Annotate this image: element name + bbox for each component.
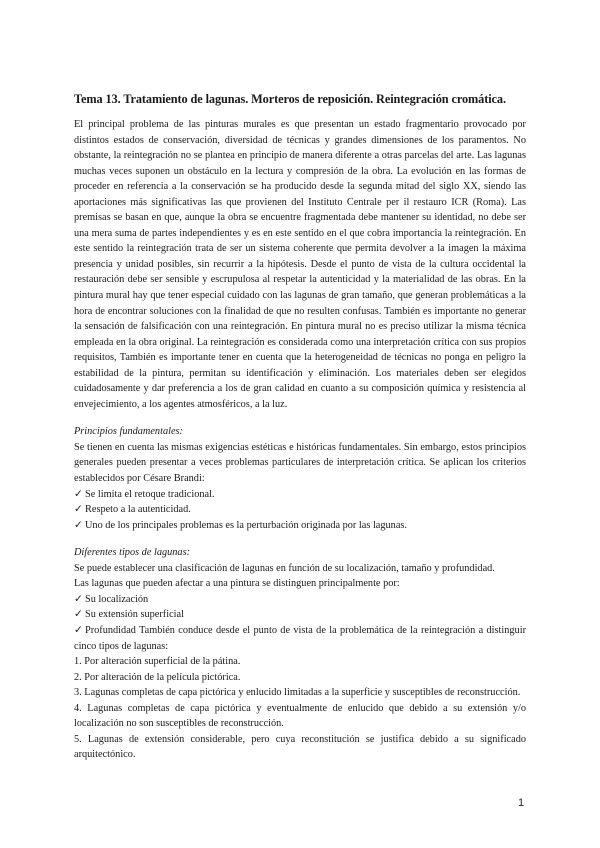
intro-paragraph: El principal problema de las pinturas murales es que presentan un estado fragmentario provocado por distintos estados de conservación, diversidad de técnicas y grandes dimensiones de los paramentos. No obstante, la reintegración no se plantea en principio de manera diferente a otras parcelas del arte. Las lagunas muchas veces suponen un obstáculo en la lectura y compresión de la obra. La evolución en las formas de proceder en referencia a la conservación se ha producido desde la segunda mitad del siglo XX, siendo las aportaciones más significativas las que provienen del Instituto Centrale per il restauro ICR (Roma). Las premisas se basan en que, aunque la obra se encuentre fragmentada debe mantener su identidad, no debe ser una mera suma de partes independientes y es en este sentido en el que cobra importancia la reintegración. En este sentido la reintegración trata de ser un sistema coherente que permita devolver a la imagen la máxima presencia y unidad posibles, sin recurrir a la hipótesis. Desde el punto de vista de la cultura occidental la restauración debe ser sensible y escrupulosa al respetar la autenticidad y la materialidad de las obras. En la pintura mural hay que tener especial cuidado con las lagunas de gran tamaño, que generan problemáticas a la hora de encontrar soluciones con la finalidad de que no resulten confusas. También es importante no generar la sensación de falsificación con una reintegración. En pintura mural no es preciso utilizar la misma técnica empleada en la obra original. La reintegración es considerada como una interpretación crítica con sus propios requisitos, También es importante tener en cuenta que la heterogeneidad de técnicas no ponga en peligro la estabilidad de la pintura, permitan su identificación y eliminación. Los materiales deben ser elegidos cuidadosamente y dar preferencia a los de gran calidad en cuanto a su composición química y resistencia al envejecimiento, a los agentes atmosféricos, a la luz.	[74, 119, 526, 410]
list-item-text: Se limita el retoque tradicional.	[85, 488, 215, 500]
checkmark-icon: ✓	[74, 593, 83, 605]
principios-section	[74, 424, 526, 533]
checkmark-icon: ✓	[74, 488, 83, 500]
numbered-item: 5. Lagunas de extensión considerable, pero cuya reconstitución se justifica debido a su significado arquitectónico.	[74, 733, 526, 761]
list-item	[74, 487, 526, 503]
tipos-section	[74, 545, 526, 763]
tipos-intro-line: Se puede establecer una clasificación de lagunas en función de su localización, tamaño y profundidad.	[74, 562, 495, 574]
document-title: Tema 13. Tratamiento de lagunas. Morteros de reposición. Reintegración cromática.	[74, 92, 506, 106]
list-item	[74, 623, 526, 654]
list-item-text: Respeto a la autenticidad.	[85, 504, 191, 516]
tipos-heading: Diferentes tipos de lagunas:	[74, 547, 191, 559]
page-number: 1	[518, 797, 525, 809]
checkmark-icon: ✓	[74, 624, 83, 636]
list-item-text: Uno de los principales problemas es la perturbación originada por las lagunas.	[85, 519, 407, 531]
list-item-text: Su extensión superficial	[85, 609, 184, 621]
numbered-item: 1. Por alteración superficial de la pátina.	[74, 656, 241, 668]
checkmark-icon: ✓	[74, 504, 83, 516]
list-item-text: Profundidad También conduce desde el punto de vista de la problemática de la reintegración a distinguir cinco tipos de lagunas:	[74, 624, 526, 652]
list-item	[74, 592, 526, 608]
principios-paragraph: Se tienen en cuenta las mismas exigencias estéticas e históricas fundamentales. Sin embargo, estos principios generales pueden presentar a veces problemas particulares de interpretación crítica. Se aplican los criterios establecidos por Césare Brandi:	[74, 441, 526, 485]
list-item	[74, 607, 526, 623]
checkmark-icon: ✓	[74, 519, 83, 531]
numbered-item: 2. Por alteración de la película pictórica.	[74, 671, 241, 683]
list-item-text: Su localización	[85, 593, 149, 605]
numbered-item: 4. Lagunas completas de capa pictórica y eventualmente de enlucido que debido a su extensión y/o localización no son susceptibles de reconstrucción.	[74, 702, 526, 730]
principios-heading: Principios fundamentales:	[74, 426, 183, 438]
list-item	[74, 502, 526, 518]
list-item	[74, 518, 526, 534]
tipos-intro-line: Las lagunas que pueden afectar a una pintura se distinguen principalmente por:	[74, 578, 400, 590]
document-page	[74, 92, 526, 763]
checkmark-icon: ✓	[74, 609, 83, 621]
numbered-item: 3. Lagunas completas de capa pictórica y enlucido limitadas a la superficie y susceptibles de reconstrucción.	[74, 687, 521, 699]
